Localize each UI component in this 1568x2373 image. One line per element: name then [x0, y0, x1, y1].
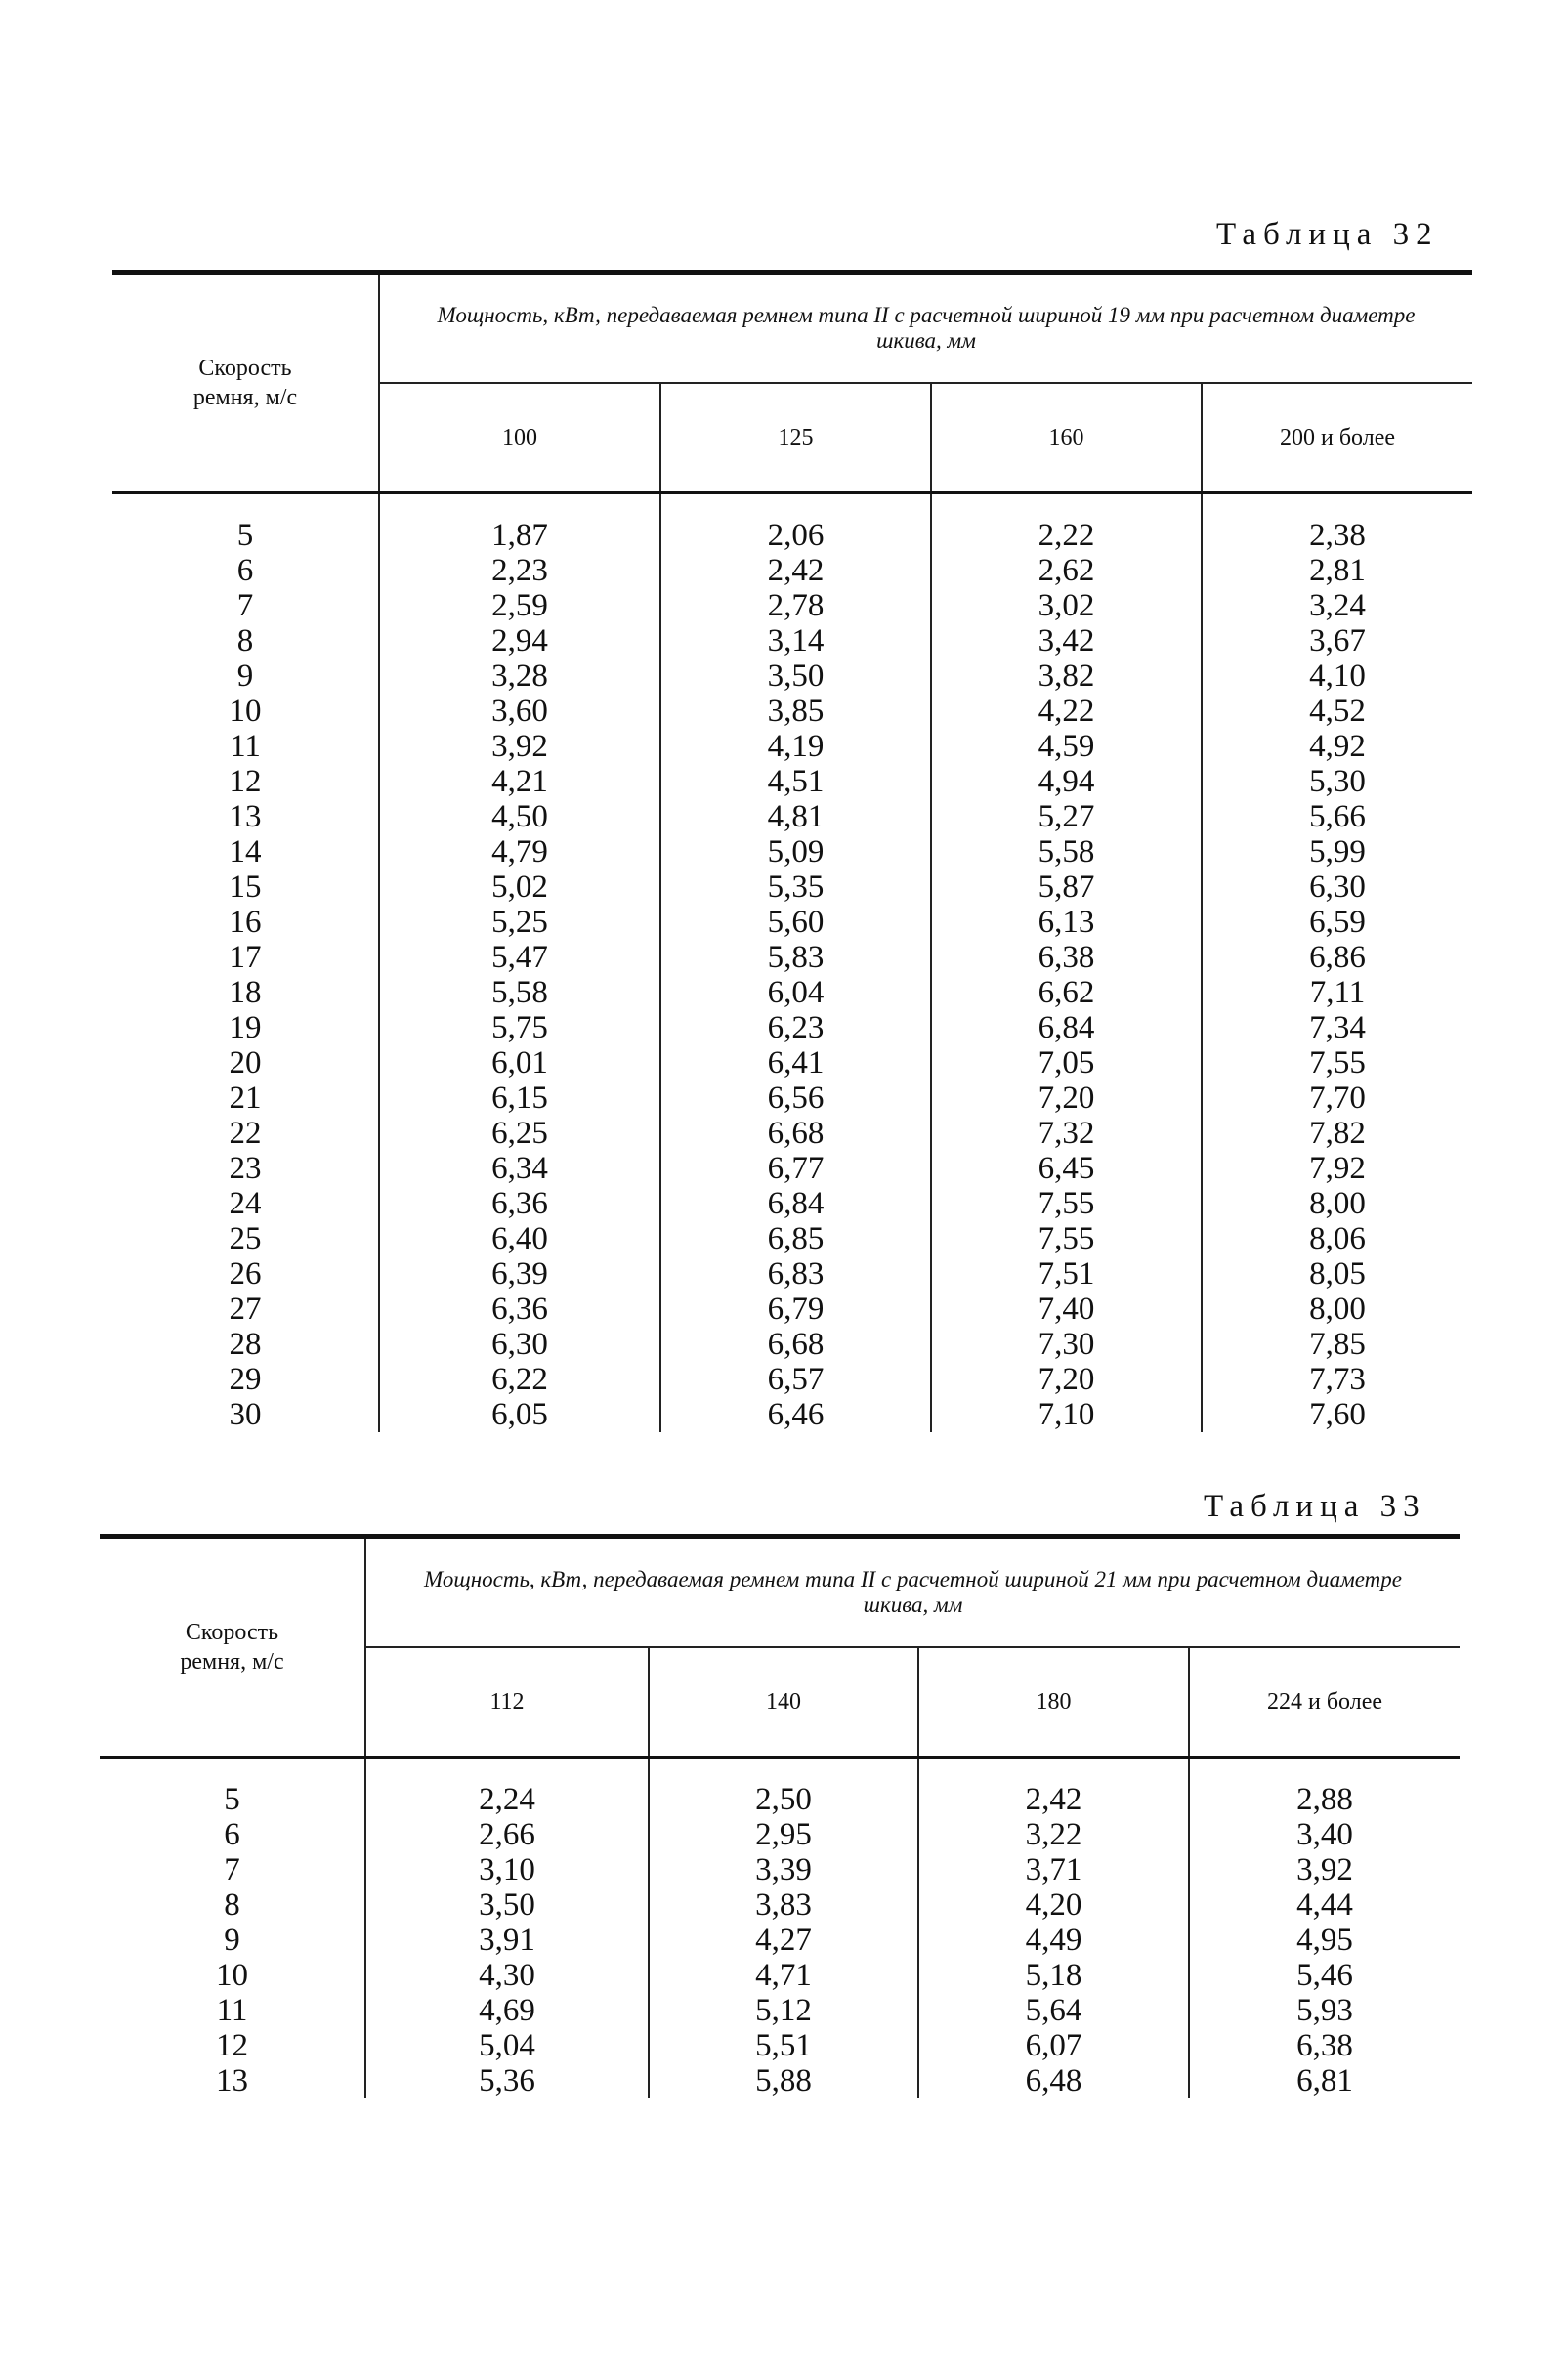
- power-cell: 6,79: [660, 1292, 931, 1327]
- power-cell: 7,11: [1202, 975, 1472, 1010]
- table-row: [112, 493, 1472, 554]
- power-cell: 5,27: [931, 799, 1202, 834]
- table-row: [112, 1221, 1472, 1256]
- power-cell: 7,60: [1202, 1397, 1472, 1432]
- table-row: [112, 1397, 1472, 1432]
- power-cell: 5,51: [649, 2028, 918, 2063]
- diameter-header: 125: [660, 383, 931, 492]
- power-cell: 6,62: [931, 975, 1202, 1010]
- power-cell: 6,86: [1202, 940, 1472, 975]
- power-cell: 3,91: [365, 1923, 649, 1958]
- power-cell: 3,02: [931, 588, 1202, 623]
- table-row: [112, 834, 1472, 869]
- diameter-header: 160: [931, 383, 1202, 492]
- table-row: [112, 1010, 1472, 1045]
- speed-cell: 9: [224, 1923, 240, 1958]
- power-cell: 8,00: [1202, 1186, 1472, 1221]
- power-cell: 6,25: [379, 1116, 660, 1151]
- power-cell: 6,59: [1202, 905, 1472, 940]
- power-cell: 6,68: [660, 1327, 931, 1362]
- power-cell: 4,49: [918, 1923, 1189, 1958]
- power-cell: 5,12: [649, 1993, 918, 2028]
- power-cell: 6,46: [660, 1397, 931, 1432]
- speed-cell: 23: [229, 1151, 262, 1186]
- power-cell: 5,25: [379, 905, 660, 940]
- power-cell: 6,34: [379, 1151, 660, 1186]
- table-row: [100, 1958, 1460, 1993]
- power-cell: 6,77: [660, 1151, 931, 1186]
- table-row: [112, 1256, 1472, 1292]
- table-row: [112, 553, 1472, 588]
- power-cell: 2,88: [1189, 1758, 1460, 1818]
- power-cell: 2,78: [660, 588, 931, 623]
- power-cell: 6,22: [379, 1362, 660, 1397]
- power-cell: 2,23: [379, 553, 660, 588]
- speed-cell: 30: [229, 1397, 262, 1432]
- power-cell: 3,42: [931, 623, 1202, 658]
- power-cell: 4,10: [1202, 658, 1472, 694]
- power-cell: 6,38: [931, 940, 1202, 975]
- power-cell: 6,13: [931, 905, 1202, 940]
- power-cell: 5,58: [379, 975, 660, 1010]
- power-cell: 5,04: [365, 2028, 649, 2063]
- power-cell: 8,06: [1202, 1221, 1472, 1256]
- diameter-header: 100: [379, 383, 660, 492]
- speed-cell: 9: [236, 658, 254, 694]
- power-cell: 5,58: [931, 834, 1202, 869]
- power-cell: 4,20: [918, 1887, 1189, 1923]
- table-row: [100, 1923, 1460, 1958]
- power-cell: 4,51: [660, 764, 931, 799]
- speed-cell: 8: [236, 623, 254, 658]
- power-cell: 5,88: [649, 2063, 918, 2098]
- power-cell: 5,83: [660, 940, 931, 975]
- power-cell: 6,68: [660, 1116, 931, 1151]
- power-cell: 3,24: [1202, 588, 1472, 623]
- table-row: [112, 905, 1472, 940]
- power-cell: 2,42: [918, 1758, 1189, 1818]
- speed-cell: 13: [216, 2063, 248, 2098]
- power-cell: 2,94: [379, 623, 660, 658]
- power-cell: 7,82: [1202, 1116, 1472, 1151]
- speed-cell: 10: [229, 694, 262, 729]
- power-cell: 5,93: [1189, 1993, 1460, 2028]
- power-cell: 2,22: [931, 493, 1202, 554]
- diameter-header: 140: [649, 1647, 918, 1757]
- speed-cell: 11: [216, 1993, 248, 2028]
- power-cell: 4,50: [379, 799, 660, 834]
- power-cell: 6,05: [379, 1397, 660, 1432]
- power-cell: 6,45: [931, 1151, 1202, 1186]
- table-row: [112, 623, 1472, 658]
- power-cell: 4,59: [931, 729, 1202, 764]
- speed-cell: 6: [236, 553, 254, 588]
- power-cell: 5,60: [660, 905, 931, 940]
- table-row: [100, 1993, 1460, 2028]
- speed-cell: 10: [216, 1958, 248, 1993]
- diameter-header: 200 и более: [1202, 383, 1472, 492]
- power-cell: 4,21: [379, 764, 660, 799]
- power-cell: 7,20: [931, 1081, 1202, 1116]
- power-cell: 5,18: [918, 1958, 1189, 1993]
- table-row: [112, 869, 1472, 905]
- speed-cell: 16: [229, 905, 262, 940]
- power-cell: 7,85: [1202, 1327, 1472, 1362]
- table-row: [112, 1081, 1472, 1116]
- table-row: [100, 1852, 1460, 1887]
- power-cell: 4,27: [649, 1923, 918, 1958]
- speed-cell: 26: [229, 1256, 262, 1292]
- table-row: [112, 1045, 1472, 1081]
- power-cell: 2,50: [649, 1758, 918, 1818]
- speed-cell: 7: [224, 1852, 240, 1887]
- power-cell: 6,07: [918, 2028, 1189, 2063]
- table-row: [112, 764, 1472, 799]
- power-cell: 3,60: [379, 694, 660, 729]
- power-cell: 2,24: [365, 1758, 649, 1818]
- speed-cell: 13: [229, 799, 262, 834]
- power-cell: 6,56: [660, 1081, 931, 1116]
- table-row: [100, 1758, 1460, 1818]
- power-cell: 7,55: [931, 1221, 1202, 1256]
- speed-cell: 15: [229, 869, 262, 905]
- power-cell: 7,20: [931, 1362, 1202, 1397]
- power-cell: 3,14: [660, 623, 931, 658]
- speed-cell: 22: [229, 1116, 262, 1151]
- speed-cell: 11: [230, 729, 261, 764]
- power-cell: 4,81: [660, 799, 931, 834]
- power-cell: 3,10: [365, 1852, 649, 1887]
- power-cell: 3,92: [1189, 1852, 1460, 1887]
- power-cell: 5,87: [931, 869, 1202, 905]
- power-cell: 6,15: [379, 1081, 660, 1116]
- power-cell: 4,52: [1202, 694, 1472, 729]
- power-cell: 6,38: [1189, 2028, 1460, 2063]
- power-cell: 8,00: [1202, 1292, 1472, 1327]
- power-cell: 7,55: [1202, 1045, 1472, 1081]
- speed-cell: 25: [229, 1221, 262, 1256]
- power-cell: 6,48: [918, 2063, 1189, 2098]
- table-row: [112, 658, 1472, 694]
- speed-cell: 28: [229, 1327, 262, 1362]
- table-row: [112, 1327, 1472, 1362]
- speed-cell: 19: [229, 1010, 262, 1045]
- power-cell: 2,38: [1202, 493, 1472, 554]
- table-row: [112, 588, 1472, 623]
- power-cell: 5,75: [379, 1010, 660, 1045]
- power-cell: 6,85: [660, 1221, 931, 1256]
- power-cell: 4,92: [1202, 729, 1472, 764]
- power-cell: 3,85: [660, 694, 931, 729]
- power-cell: 5,30: [1202, 764, 1472, 799]
- speed-cell: 7: [236, 588, 254, 623]
- speed-cell: 5: [236, 518, 254, 553]
- table-row: [112, 1186, 1472, 1221]
- power-cell: 3,83: [649, 1887, 918, 1923]
- power-cell: 2,06: [660, 493, 931, 554]
- power-cell: 6,41: [660, 1045, 931, 1081]
- power-cell: 7,05: [931, 1045, 1202, 1081]
- power-cell: 6,30: [1202, 869, 1472, 905]
- power-cell: 3,50: [660, 658, 931, 694]
- power-cell: 4,94: [931, 764, 1202, 799]
- power-cell: 3,40: [1189, 1817, 1460, 1852]
- power-cell: 2,95: [649, 1817, 918, 1852]
- table-row: [112, 694, 1472, 729]
- power-cell: 6,84: [660, 1186, 931, 1221]
- power-cell: 1,87: [379, 493, 660, 554]
- power-cell: 7,70: [1202, 1081, 1472, 1116]
- power-cell: 6,39: [379, 1256, 660, 1292]
- power-cell: 3,92: [379, 729, 660, 764]
- table-33: [100, 1534, 1460, 2098]
- diameter-header: 180: [918, 1647, 1189, 1757]
- power-cell: 6,36: [379, 1292, 660, 1327]
- power-cell: 5,66: [1202, 799, 1472, 834]
- speed-header: Скорость ремня, м/с: [112, 273, 379, 493]
- speed-cell: 29: [229, 1362, 262, 1397]
- table-row: [100, 2028, 1460, 2063]
- table-row: [112, 1116, 1472, 1151]
- speed-cell: 5: [224, 1782, 240, 1817]
- power-cell: 6,83: [660, 1256, 931, 1292]
- power-cell: 3,22: [918, 1817, 1189, 1852]
- speed-cell: 12: [216, 2028, 248, 2063]
- power-cell: 6,30: [379, 1327, 660, 1362]
- table-row: [112, 1151, 1472, 1186]
- power-cell: 7,30: [931, 1327, 1202, 1362]
- table-row: [100, 1817, 1460, 1852]
- power-cell: 4,30: [365, 1958, 649, 1993]
- power-cell: 2,66: [365, 1817, 649, 1852]
- power-cell: 4,79: [379, 834, 660, 869]
- table-row: [112, 1362, 1472, 1397]
- power-cell: 2,42: [660, 553, 931, 588]
- power-cell: 5,02: [379, 869, 660, 905]
- power-cell: 6,84: [931, 1010, 1202, 1045]
- power-cell: 6,01: [379, 1045, 660, 1081]
- power-cell: 2,62: [931, 553, 1202, 588]
- power-cell: 5,36: [365, 2063, 649, 2098]
- speed-cell: 12: [229, 764, 262, 799]
- power-cell: 4,69: [365, 1993, 649, 2028]
- power-cell: 6,57: [660, 1362, 931, 1397]
- table-row: [112, 940, 1472, 975]
- power-cell: 4,22: [931, 694, 1202, 729]
- power-cell: 5,99: [1202, 834, 1472, 869]
- power-cell: 4,95: [1189, 1923, 1460, 1958]
- speed-cell: 6: [224, 1817, 240, 1852]
- power-cell: 5,47: [379, 940, 660, 975]
- speed-cell: 24: [229, 1186, 262, 1221]
- table-32-caption: Таблица 32: [1216, 217, 1439, 252]
- speed-cell: 27: [229, 1292, 262, 1327]
- power-cell: 7,32: [931, 1116, 1202, 1151]
- power-cell: 6,40: [379, 1221, 660, 1256]
- power-cell: 6,04: [660, 975, 931, 1010]
- power-cell: 7,40: [931, 1292, 1202, 1327]
- speed-header: Скорость ремня, м/с: [100, 1537, 365, 1758]
- table-row: [112, 799, 1472, 834]
- power-cell: 3,71: [918, 1852, 1189, 1887]
- speed-cell: 18: [229, 975, 262, 1010]
- power-cell: 3,82: [931, 658, 1202, 694]
- power-cell: 3,67: [1202, 623, 1472, 658]
- table-row: [100, 2063, 1460, 2098]
- power-cell: 5,35: [660, 869, 931, 905]
- power-cell: 5,64: [918, 1993, 1189, 2028]
- table-row: [112, 975, 1472, 1010]
- power-cell: 7,55: [931, 1186, 1202, 1221]
- power-cell: 5,46: [1189, 1958, 1460, 1993]
- speed-cell: 20: [229, 1045, 262, 1081]
- speed-cell: 17: [229, 940, 262, 975]
- power-cell: 7,73: [1202, 1362, 1472, 1397]
- power-cell: 4,71: [649, 1958, 918, 1993]
- power-cell: 6,23: [660, 1010, 931, 1045]
- power-cell: 4,44: [1189, 1887, 1460, 1923]
- power-cell: 3,39: [649, 1852, 918, 1887]
- table-row: [100, 1887, 1460, 1923]
- power-cell: 7,10: [931, 1397, 1202, 1432]
- power-cell: 5,09: [660, 834, 931, 869]
- table-33-caption: Таблица 33: [1204, 1489, 1426, 1524]
- speed-cell: 21: [229, 1081, 262, 1116]
- power-cell: 2,81: [1202, 553, 1472, 588]
- diameter-header: 224 и более: [1189, 1647, 1460, 1757]
- table-32: [112, 270, 1472, 1432]
- power-cell: 7,34: [1202, 1010, 1472, 1045]
- power-cell: 3,28: [379, 658, 660, 694]
- table-row: [112, 729, 1472, 764]
- speed-cell: 14: [229, 834, 262, 869]
- power-cell: 6,81: [1189, 2063, 1460, 2098]
- power-header: Мощность, кВт, передаваемая ремнем типа II с расчетной шириной 19 мм при расчетном диаметре шкива, мм: [379, 273, 1472, 384]
- table-row: [112, 1292, 1472, 1327]
- power-cell: 7,51: [931, 1256, 1202, 1292]
- power-header: Мощность, кВт, передаваемая ремнем типа II с расчетной шириной 21 мм при расчетном диаметре шкива, мм: [365, 1537, 1460, 1648]
- diameter-header: 112: [365, 1647, 649, 1757]
- power-cell: 8,05: [1202, 1256, 1472, 1292]
- speed-cell: 8: [224, 1887, 240, 1923]
- power-cell: 4,19: [660, 729, 931, 764]
- power-cell: 6,36: [379, 1186, 660, 1221]
- power-cell: 2,59: [379, 588, 660, 623]
- power-cell: 3,50: [365, 1887, 649, 1923]
- power-cell: 7,92: [1202, 1151, 1472, 1186]
